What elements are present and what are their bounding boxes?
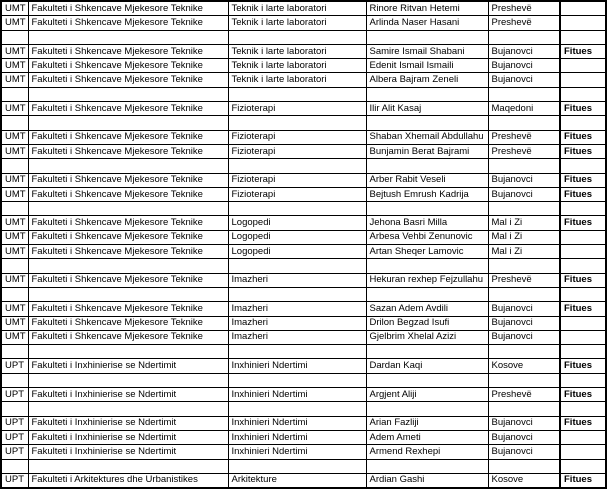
- cell-city[interactable]: Mal i Zi: [488, 230, 560, 244]
- cell-status[interactable]: [560, 230, 606, 244]
- cell-name[interactable]: Jehona Basri Milla: [366, 216, 488, 230]
- cell-status[interactable]: [560, 287, 606, 301]
- table-row: [1, 302, 606, 316]
- cell-code[interactable]: UMT: [1, 59, 28, 73]
- cell-city[interactable]: Preshevë: [488, 144, 560, 158]
- cell-city[interactable]: [488, 30, 560, 44]
- cell-status[interactable]: [560, 159, 606, 173]
- cell-faculty[interactable]: [28, 287, 228, 301]
- cell-faculty[interactable]: [28, 345, 228, 359]
- cell-program[interactable]: Fizioterapi: [228, 102, 366, 116]
- cell-program[interactable]: Logopedi: [228, 245, 366, 259]
- cell-code[interactable]: UMT: [1, 245, 28, 259]
- cell-code[interactable]: UMT: [1, 44, 28, 58]
- cell-program[interactable]: Logopedi: [228, 216, 366, 230]
- cell-name[interactable]: [366, 402, 488, 416]
- table-row: [1, 173, 606, 187]
- cell-code[interactable]: UMT: [1, 102, 28, 116]
- table-row: [1, 59, 606, 73]
- cell-program[interactable]: [228, 202, 366, 216]
- cell-name[interactable]: Bunjamin Berat Bajrami: [366, 144, 488, 158]
- cell-faculty[interactable]: Fakulteti i Shkencave Mjekesore Teknike: [28, 216, 228, 230]
- cell-name[interactable]: Artan Sheqer Lamovic: [366, 245, 488, 259]
- table-row: [1, 116, 606, 130]
- cell-city[interactable]: [488, 287, 560, 301]
- cell-program[interactable]: Imazheri: [228, 273, 366, 287]
- cell-city[interactable]: Bujanovci: [488, 187, 560, 201]
- cell-code[interactable]: UPT: [1, 473, 28, 488]
- table-row: [1, 187, 606, 201]
- cell-status[interactable]: Fitues: [560, 216, 606, 230]
- table-row: [1, 316, 606, 330]
- cell-program[interactable]: [228, 345, 366, 359]
- cell-program[interactable]: [228, 87, 366, 101]
- cell-faculty[interactable]: Fakulteti i Shkencave Mjekesore Teknike: [28, 102, 228, 116]
- cell-city[interactable]: [488, 202, 560, 216]
- cell-name[interactable]: Arian Fazliji: [366, 416, 488, 430]
- cell-status[interactable]: [560, 59, 606, 73]
- cell-city[interactable]: Preshevë: [488, 388, 560, 402]
- cell-faculty[interactable]: Fakulteti i Shkencave Mjekesore Teknike: [28, 273, 228, 287]
- cell-status[interactable]: Fitues: [560, 416, 606, 430]
- cell-name[interactable]: Drilon Begzad Isufi: [366, 316, 488, 330]
- cell-status[interactable]: [560, 30, 606, 44]
- cell-status[interactable]: Fitues: [560, 302, 606, 316]
- cell-name[interactable]: Samire Ismail Shabani: [366, 44, 488, 58]
- cell-city[interactable]: Bujanovci: [488, 302, 560, 316]
- cell-code[interactable]: [1, 259, 28, 273]
- cell-name[interactable]: Ardian Gashi: [366, 473, 488, 488]
- cell-city[interactable]: [488, 459, 560, 473]
- cell-faculty[interactable]: [28, 159, 228, 173]
- cell-name[interactable]: [366, 30, 488, 44]
- cell-code[interactable]: UMT: [1, 73, 28, 87]
- cell-city[interactable]: Bujanovci: [488, 173, 560, 187]
- table-row: [1, 416, 606, 430]
- cell-city[interactable]: Bujanovci: [488, 73, 560, 87]
- cell-program[interactable]: Logopedi: [228, 230, 366, 244]
- cell-name[interactable]: [366, 159, 488, 173]
- cell-faculty[interactable]: [28, 259, 228, 273]
- cell-program[interactable]: [228, 459, 366, 473]
- cell-status[interactable]: Fitues: [560, 144, 606, 158]
- cell-program[interactable]: Inxhinieri Ndertimi: [228, 416, 366, 430]
- cell-program[interactable]: Teknik i larte laboratori: [228, 44, 366, 58]
- cell-faculty[interactable]: Fakulteti i Inxhinierise se Ndertimit: [28, 416, 228, 430]
- cell-name[interactable]: Shaban Xhemail Abdullahu: [366, 130, 488, 144]
- cell-status[interactable]: [560, 330, 606, 344]
- cell-faculty[interactable]: Fakulteti i Shkencave Mjekesore Teknike: [28, 302, 228, 316]
- cell-status[interactable]: Fitues: [560, 388, 606, 402]
- cell-name[interactable]: [366, 87, 488, 101]
- cell-city[interactable]: Mal i Zi: [488, 245, 560, 259]
- cell-program[interactable]: Inxhinieri Ndertimi: [228, 359, 366, 373]
- cell-faculty[interactable]: Fakulteti i Shkencave Mjekesore Teknike: [28, 316, 228, 330]
- cell-program[interactable]: [228, 259, 366, 273]
- cell-program[interactable]: Imazheri: [228, 316, 366, 330]
- cell-program[interactable]: Teknik i larte laboratori: [228, 73, 366, 87]
- cell-city[interactable]: Bujanovci: [488, 59, 560, 73]
- cell-program[interactable]: Inxhinieri Ndertimi: [228, 445, 366, 459]
- cell-program[interactable]: [228, 116, 366, 130]
- cell-code[interactable]: UPT: [1, 359, 28, 373]
- cell-name[interactable]: Bejtush Emrush Kadrija: [366, 187, 488, 201]
- cell-status[interactable]: [560, 245, 606, 259]
- table-row: [1, 44, 606, 58]
- cell-program[interactable]: Fizioterapi: [228, 144, 366, 158]
- table-row: [1, 230, 606, 244]
- cell-name[interactable]: Argjent Aliji: [366, 388, 488, 402]
- cell-name[interactable]: Edenit Ismail Ismaili: [366, 59, 488, 73]
- cell-name[interactable]: Arlinda Naser Hasani: [366, 16, 488, 30]
- table-row: [1, 202, 606, 216]
- cell-city[interactable]: [488, 259, 560, 273]
- cell-program[interactable]: Fizioterapi: [228, 187, 366, 201]
- cell-name[interactable]: [366, 116, 488, 130]
- cell-code[interactable]: [1, 459, 28, 473]
- cell-status[interactable]: [560, 87, 606, 101]
- cell-code[interactable]: UMT: [1, 144, 28, 158]
- cell-faculty[interactable]: [28, 87, 228, 101]
- cell-status[interactable]: [560, 116, 606, 130]
- cell-status[interactable]: [560, 402, 606, 416]
- cell-city[interactable]: [488, 402, 560, 416]
- cell-status[interactable]: [560, 345, 606, 359]
- cell-status[interactable]: Fitues: [560, 473, 606, 488]
- cell-name[interactable]: Hekuran rexhep Fejzullahu: [366, 273, 488, 287]
- cell-status[interactable]: Fitues: [560, 130, 606, 144]
- cell-code[interactable]: UMT: [1, 316, 28, 330]
- cell-name[interactable]: Adem Ameti: [366, 430, 488, 444]
- table-row: [1, 130, 606, 144]
- cell-program[interactable]: Teknik i larte laboratori: [228, 59, 366, 73]
- table-row: [1, 473, 606, 488]
- cell-program[interactable]: [228, 373, 366, 387]
- table-row: [1, 330, 606, 344]
- cell-code[interactable]: [1, 159, 28, 173]
- table-row: [1, 73, 606, 87]
- cell-code[interactable]: UMT: [1, 130, 28, 144]
- cell-faculty[interactable]: Fakulteti i Shkencave Mjekesore Teknike: [28, 130, 228, 144]
- cell-program[interactable]: Inxhinieri Ndertimi: [228, 388, 366, 402]
- cell-code[interactable]: UMT: [1, 173, 28, 187]
- cell-status[interactable]: [560, 316, 606, 330]
- cell-faculty[interactable]: [28, 373, 228, 387]
- cell-status[interactable]: [560, 73, 606, 87]
- cell-code[interactable]: [1, 87, 28, 101]
- cell-city[interactable]: Kosove: [488, 359, 560, 373]
- cell-code[interactable]: UPT: [1, 430, 28, 444]
- cell-name[interactable]: Arber Rabit Veseli: [366, 173, 488, 187]
- cell-status[interactable]: Fitues: [560, 173, 606, 187]
- cell-status[interactable]: [560, 1, 606, 16]
- cell-program[interactable]: Fizioterapi: [228, 173, 366, 187]
- cell-city[interactable]: Mal i Zi: [488, 216, 560, 230]
- cell-city[interactable]: Bujanovci: [488, 445, 560, 459]
- cell-city[interactable]: Bujanovci: [488, 430, 560, 444]
- table-row: [1, 273, 606, 287]
- cell-code[interactable]: [1, 287, 28, 301]
- cell-program[interactable]: Imazheri: [228, 330, 366, 344]
- cell-faculty[interactable]: Fakulteti i Shkencave Mjekesore Teknike: [28, 187, 228, 201]
- cell-name[interactable]: Ilir Alit Kasaj: [366, 102, 488, 116]
- cell-city[interactable]: [488, 116, 560, 130]
- cell-city[interactable]: Bujanovci: [488, 416, 560, 430]
- cell-faculty[interactable]: Fakulteti i Shkencave Mjekesore Teknike: [28, 16, 228, 30]
- cell-faculty[interactable]: [28, 459, 228, 473]
- table-row: [1, 430, 606, 444]
- cell-code[interactable]: UPT: [1, 416, 28, 430]
- cell-program[interactable]: Arkitekture: [228, 473, 366, 488]
- table-row: [1, 159, 606, 173]
- table-row: [1, 144, 606, 158]
- cell-city[interactable]: [488, 345, 560, 359]
- cell-faculty[interactable]: Fakulteti i Shkencave Mjekesore Teknike: [28, 73, 228, 87]
- table-row: [1, 102, 606, 116]
- cell-program[interactable]: [228, 30, 366, 44]
- cell-faculty[interactable]: Fakulteti i Inxhinierise se Ndertimit: [28, 430, 228, 444]
- cell-status[interactable]: [560, 16, 606, 30]
- table-row: [1, 245, 606, 259]
- cell-name[interactable]: Rinore Ritvan Hetemi: [366, 1, 488, 16]
- cell-faculty[interactable]: Fakulteti i Inxhinierise se Ndertimit: [28, 359, 228, 373]
- cell-status[interactable]: Fitues: [560, 273, 606, 287]
- cell-city[interactable]: Bujanovci: [488, 330, 560, 344]
- cell-faculty[interactable]: Fakulteti i Shkencave Mjekesore Teknike: [28, 245, 228, 259]
- cell-faculty[interactable]: Fakulteti i Shkencave Mjekesore Teknike: [28, 44, 228, 58]
- table-row: [1, 445, 606, 459]
- cell-status[interactable]: Fitues: [560, 102, 606, 116]
- cell-name[interactable]: Armend Rexhepi: [366, 445, 488, 459]
- cell-status[interactable]: Fitues: [560, 187, 606, 201]
- cell-program[interactable]: [228, 402, 366, 416]
- cell-code[interactable]: UMT: [1, 16, 28, 30]
- cell-faculty[interactable]: Fakulteti i Shkencave Mjekesore Teknike: [28, 59, 228, 73]
- cell-faculty[interactable]: [28, 402, 228, 416]
- cell-code[interactable]: [1, 373, 28, 387]
- cell-city[interactable]: Preshevë: [488, 273, 560, 287]
- table-row: [1, 459, 606, 473]
- cell-name[interactable]: Gjelbrim Xhelal Azizi: [366, 330, 488, 344]
- table-row: [1, 1, 606, 16]
- cell-code[interactable]: [1, 116, 28, 130]
- cell-faculty[interactable]: Fakulteti i Arkitektures dhe Urbanistikes: [28, 473, 228, 488]
- cell-status[interactable]: [560, 430, 606, 444]
- cell-faculty[interactable]: Fakulteti i Shkencave Mjekesore Teknike: [28, 1, 228, 16]
- table-row: [1, 30, 606, 44]
- cell-city[interactable]: [488, 159, 560, 173]
- cell-faculty[interactable]: Fakulteti i Inxhinierise se Ndertimit: [28, 388, 228, 402]
- cell-name[interactable]: Albera Bajram Zeneli: [366, 73, 488, 87]
- cell-status[interactable]: [560, 202, 606, 216]
- cell-code[interactable]: [1, 30, 28, 44]
- cell-code[interactable]: UPT: [1, 388, 28, 402]
- results-table-body: [1, 1, 606, 488]
- cell-faculty[interactable]: [28, 202, 228, 216]
- table-row: [1, 87, 606, 101]
- cell-faculty[interactable]: Fakulteti i Inxhinierise se Ndertimit: [28, 445, 228, 459]
- cell-code[interactable]: [1, 402, 28, 416]
- cell-status[interactable]: Fitues: [560, 359, 606, 373]
- cell-city[interactable]: Preshevë: [488, 130, 560, 144]
- cell-status[interactable]: [560, 373, 606, 387]
- cell-code[interactable]: UPT: [1, 445, 28, 459]
- cell-faculty[interactable]: [28, 116, 228, 130]
- cell-program[interactable]: Fizioterapi: [228, 130, 366, 144]
- cell-faculty[interactable]: Fakulteti i Shkencave Mjekesore Teknike: [28, 173, 228, 187]
- cell-city[interactable]: [488, 87, 560, 101]
- cell-faculty[interactable]: Fakulteti i Shkencave Mjekesore Teknike: [28, 144, 228, 158]
- table-row: [1, 345, 606, 359]
- cell-faculty[interactable]: Fakulteti i Shkencave Mjekesore Teknike: [28, 330, 228, 344]
- table-row: [1, 359, 606, 373]
- cell-status[interactable]: Fitues: [560, 44, 606, 58]
- cell-code[interactable]: [1, 202, 28, 216]
- cell-code[interactable]: UMT: [1, 1, 28, 16]
- cell-name[interactable]: [366, 373, 488, 387]
- cell-name[interactable]: [366, 259, 488, 273]
- table-row: [1, 259, 606, 273]
- cell-code[interactable]: UMT: [1, 330, 28, 344]
- cell-faculty[interactable]: [28, 30, 228, 44]
- cell-name[interactable]: [366, 459, 488, 473]
- cell-city[interactable]: Bujanovci: [488, 316, 560, 330]
- cell-program[interactable]: Imazheri: [228, 302, 366, 316]
- cell-name[interactable]: [366, 345, 488, 359]
- cell-name[interactable]: Sazan Adem Avdili: [366, 302, 488, 316]
- cell-status[interactable]: [560, 445, 606, 459]
- table-row: [1, 388, 606, 402]
- cell-name[interactable]: [366, 287, 488, 301]
- cell-city[interactable]: Bujanovci: [488, 44, 560, 58]
- cell-faculty[interactable]: Fakulteti i Shkencave Mjekesore Teknike: [28, 230, 228, 244]
- cell-city[interactable]: [488, 373, 560, 387]
- cell-status[interactable]: [560, 259, 606, 273]
- cell-program[interactable]: Teknik i larte laboratori: [228, 16, 366, 30]
- cell-program[interactable]: Teknik i larte laboratori: [228, 1, 366, 16]
- cell-name[interactable]: Arbesa Vehbi Zenunovic: [366, 230, 488, 244]
- table-row: [1, 287, 606, 301]
- table-row: [1, 402, 606, 416]
- cell-code[interactable]: UMT: [1, 230, 28, 244]
- cell-code[interactable]: UMT: [1, 216, 28, 230]
- cell-name[interactable]: Dardan Kaqi: [366, 359, 488, 373]
- cell-city[interactable]: Maqedoni: [488, 102, 560, 116]
- cell-name[interactable]: [366, 202, 488, 216]
- cell-code[interactable]: UMT: [1, 187, 28, 201]
- cell-code[interactable]: UMT: [1, 302, 28, 316]
- table-row: [1, 16, 606, 30]
- cell-program[interactable]: Inxhinieri Ndertimi: [228, 430, 366, 444]
- cell-city[interactable]: Preshevë: [488, 1, 560, 16]
- table-row: [1, 373, 606, 387]
- cell-program[interactable]: [228, 287, 366, 301]
- cell-city[interactable]: Kosove: [488, 473, 560, 488]
- cell-city[interactable]: Preshevë: [488, 16, 560, 30]
- cell-program[interactable]: [228, 159, 366, 173]
- cell-code[interactable]: UMT: [1, 273, 28, 287]
- cell-status[interactable]: [560, 459, 606, 473]
- table-row: [1, 216, 606, 230]
- cell-code[interactable]: [1, 345, 28, 359]
